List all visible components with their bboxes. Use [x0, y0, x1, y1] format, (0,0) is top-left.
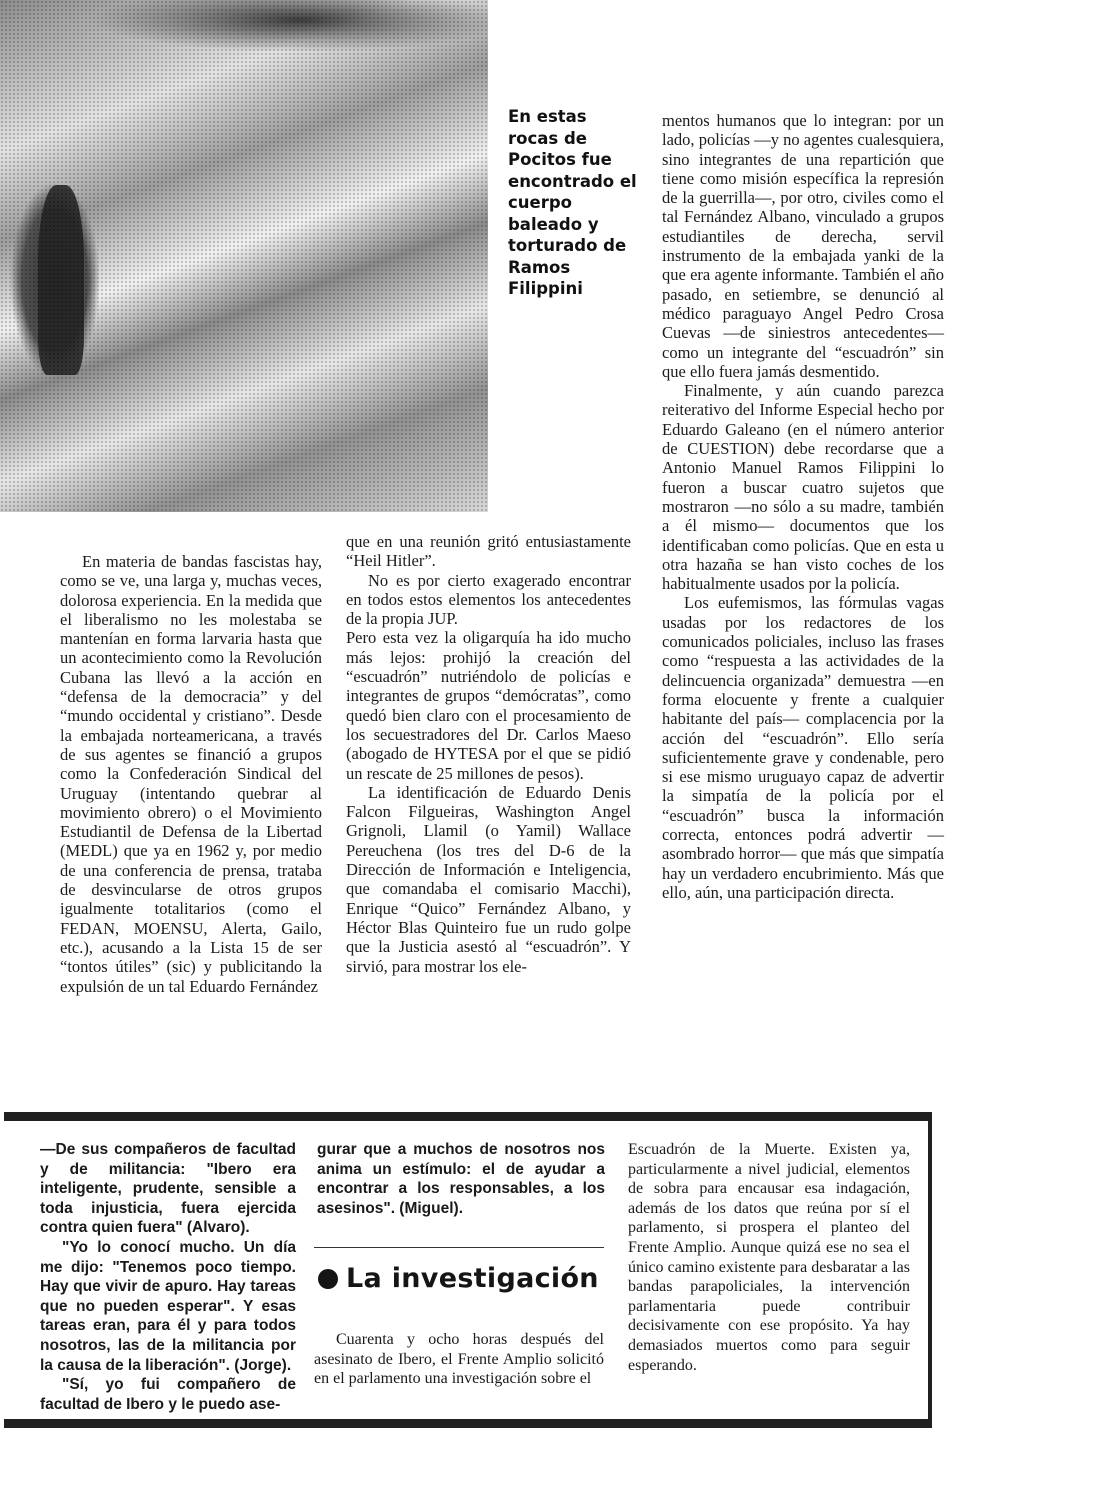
paragraph: mentos humanos que lo integran: por un lado, policías —y no agentes cualesquiera, sino integrantes de una repartición que tiene como misión específica la represión de la guerrilla—, por otro, civiles como el tal Fernández Albano, vinculado a grupos estudiantiles de derecha, servil instrumento de la embajada yanki de la que era agente informante. También el año pasado, en setiembre, se denunció al médico paraguayo Angel Pedro Crosa Cuevas —de siniestros antecedentes— como un integrante del “escuadrón” sin que ello fuera jamás desmentido. — [662, 111, 944, 381]
section-divider — [314, 1247, 604, 1248]
investigation-paragraph: Escuadrón de la Muerte. Existen ya, particularmente a nivel judicial, elementos de sobra para encausar esa indagación, además de los datos que reúna por sí el parlamento, si prospera el planteo del Frente Amplio. Aunque quizá ese no sea el único camino existente para desbaratar a las bandas parapoliciales, la intervención parlamentaria puede contribuir decisivamente con ese propósito. Ya hay demasiados muertos como para seguir esperando. — [628, 1141, 910, 1374]
paragraph: En materia de bandas fascistas hay, como se ve, una larga y, muchas veces, dolorosa experiencia. En la medida que el liberalismo no les molestaba se mantenían en forma larvaria hasta que un acontecimiento como la Revolución Cubana las llevó a la acción en “defensa de la democracia” y del “mundo occidental y cristiano”. Desde la embajada norteamericana, a través de sus agentes se financió a grupos como la Confederación Sindical del Uruguay (intentando quebrar al movimiento obrero) o el Movimiento Estudiantil de Defensa de la Libertad (MEDL) que ya en 1962 y, por medio de una conferencia de prensa, trataba de desvincularse de otros grupos igualmente totalitarios (como el FEDAN, MOENSU, Alerta, Gailo, etc.), acusando a la Lista 15 de ser “tontos útiles” (sic) y publicitando la expulsión de un tal Eduardo Fernández — [60, 552, 322, 996]
testimony-column-1 — [40, 1140, 296, 1414]
testimony-paragraph: —De sus compañeros de facultad y de militancia: "Ibero era inteligente, prudente, sensible a toda injusticia, fuera ejercida contra quien fuera" (Alvaro). — [40, 1141, 296, 1237]
paragraph: Pero esta vez la oligarquía ha ido mucho más lejos: prohijó la creación del “escuadrón” nutriéndolo de policías e integrantes de grupos “demócratas”, como quedó bien claro con el procesamiento de los secuestradores del Dr. Carlos Maeso (abogado de HYTESA por el que se pidió un rescate de 25 millones de pesos). — [346, 628, 631, 783]
article-column-1 — [60, 552, 322, 996]
article-column-2 — [346, 532, 631, 976]
person-silhouette — [38, 185, 84, 375]
paragraph: Los eufemismos, las fórmulas vagas usadas por los redactores de los comunicados policiales, incluso las frases como “respuesta a las actividades de la delincuencia organizada” demuestra —en forma elocuente y frente a cualquier habitante del país— complacencia por la acción del “escuadrón”. Ello sería suficientemente grave y condenable, pero si ese mismo uruguayo capaz de advertir la simpatía de la policía por el “escuadrón” busca la información correcta, entonces podrá advertir —asombrado horror— que más que simpatía hay un verdadero encubrimiento. Más que ello, aún, una participación directa. — [662, 593, 944, 902]
photo-caption: En estas rocas de Pocitos fue encontrado el cuerpo baleado y torturado de Ramos Filippini — [508, 107, 637, 298]
testimony-column-2 — [317, 1140, 605, 1218]
rocks-photo — [0, 0, 488, 512]
testimony-paragraph: gurar que a muchos de nosotros nos anima un estímulo: el de ayudar a encontrar a los responsables, a los asesinos". (Miguel). — [317, 1141, 605, 1217]
investigation-paragraph: Cuarenta y ocho horas después del asesinato de Ibero, el Frente Amplio solicitó en el parlamento una investigación sobre el — [314, 1331, 604, 1388]
testimony-paragraph: "Sí, yo fui compañero de facultad de Ibero y le puedo ase- — [40, 1376, 296, 1413]
bullet-icon — [318, 1269, 338, 1289]
investigation-column-1 — [314, 1330, 604, 1389]
section-heading — [318, 1262, 608, 1296]
investigation-column-2 — [628, 1140, 910, 1375]
testimony-paragraph: "Yo lo conocí mucho. Un día me dijo: "Tenemos poco tiempo. Hay que vivir de apuro. Hay tareas que no pueden esperar". Y esas tareas eran, para él y para todos nosotros, las de la militancia por la causa de la liberación". (Jorge). — [40, 1238, 296, 1374]
article-column-3 — [662, 111, 944, 902]
paragraph: No es por cierto exagerado encontrar en todos estos elementos los antecedentes de la propia JUP. — [346, 570, 631, 629]
paragraph: Finalmente, y aún cuando parezca reiterativo del Informe Especial hecho por Eduardo Galeano (en el número anterior de CUESTION) debe recordarse que a Antonio Manuel Ramos Filippini lo fueron a buscar cuatro sujetos que mostraron —no sólo a su madre, también a él mismo— documentos que los identificaban como policías. Que en esta u otra hazaña se han visto coches de los habitualmente usados por la policía. — [662, 381, 944, 594]
paragraph: que en una reunión gritó entusiastamente “Heil Hitler”. — [346, 532, 631, 571]
section-heading-text: La investigación — [346, 1263, 599, 1294]
paragraph: La identificación de Eduardo Denis Falcon Filgueiras, Washington Angel Grignoli, Llamil (o Yamil) Wallace Pereuchena (los tres del D-6 de la Dirección de Información e Inteligencia, que comandaba el comisario Macchi), Enrique “Quico” Fernández Albano, y Héctor Blas Quinteiro fue un rudo golpe que la Justicia asestó al “escuadrón”. Y sirvió, para mostrar los ele- — [346, 782, 631, 976]
